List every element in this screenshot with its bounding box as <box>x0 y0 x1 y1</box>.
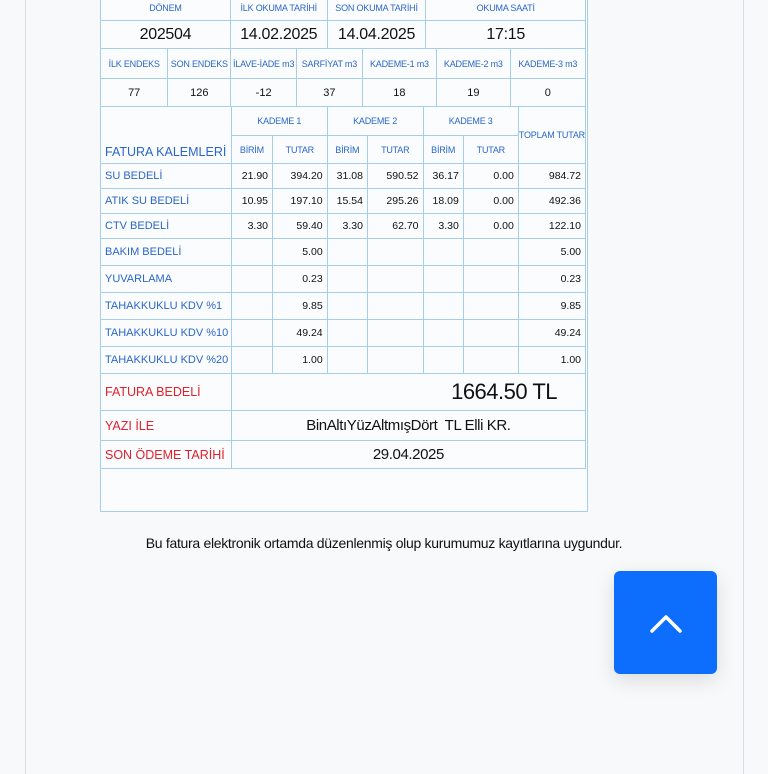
cell <box>423 239 463 266</box>
cell: 49.24 <box>273 320 328 347</box>
tier2-header: KADEME 2 <box>327 107 423 136</box>
cell: 5.00 <box>273 239 328 266</box>
cell: 59.40 <box>273 214 328 239</box>
row-total: 1.00 <box>518 347 585 374</box>
cell: 3.30 <box>327 214 367 239</box>
additional-return-value: -12 <box>231 79 297 107</box>
cell: 31.08 <box>327 164 367 189</box>
amount-in-words-label: YAZI İLE <box>101 411 232 441</box>
first-reading-date-value: 14.02.2025 <box>230 21 327 49</box>
row-label: CTV BEDELİ <box>101 214 232 239</box>
cell <box>463 347 518 374</box>
cell <box>231 266 272 293</box>
table-row <box>101 239 586 266</box>
cell: 394.20 <box>273 164 328 189</box>
amount-in-words-value: BinAltıYüzAltmışDört TL Elli KR. <box>231 411 585 441</box>
cell <box>423 293 463 320</box>
cell <box>367 347 423 374</box>
due-date-label: SON ÖDEME TARİHİ <box>101 441 232 469</box>
due-date-value: 29.04.2025 <box>231 441 585 469</box>
cell <box>463 266 518 293</box>
water-bill <box>100 0 588 512</box>
row-label: BAKIM BEDELİ <box>101 239 232 266</box>
consumption-label: SARFİYAT m3 <box>297 49 363 79</box>
cell <box>423 347 463 374</box>
last-reading-date-label: SON OKUMA TARİHİ <box>327 0 426 21</box>
cell <box>367 320 423 347</box>
cell: 62.70 <box>367 214 423 239</box>
last-index-value: 126 <box>168 79 231 107</box>
cell <box>327 347 367 374</box>
cell <box>327 293 367 320</box>
table-row <box>101 293 586 320</box>
tier3-m3-label: KADEME-3 m3 <box>510 49 585 79</box>
table-row <box>101 214 586 239</box>
cell <box>327 266 367 293</box>
cell: 0.00 <box>463 214 518 239</box>
cell <box>463 293 518 320</box>
table-row <box>101 189 586 214</box>
tier3-header: KADEME 3 <box>423 107 518 136</box>
cell <box>231 239 272 266</box>
tier1-unit-header: BİRİM <box>231 136 272 164</box>
cell <box>231 347 272 374</box>
table-row <box>101 266 586 293</box>
period-label: DÖNEM <box>101 0 231 21</box>
meter-index-table <box>100 48 586 107</box>
cell: 15.54 <box>327 189 367 214</box>
consumption-value: 37 <box>297 79 363 107</box>
last-reading-date-value: 14.04.2025 <box>327 21 426 49</box>
cell <box>327 239 367 266</box>
tier1-m3-label: KADEME-1 m3 <box>362 49 436 79</box>
tier3-amount-header: TUTAR <box>463 136 518 164</box>
reading-time-value: 17:15 <box>426 21 586 49</box>
tier2-m3-value: 19 <box>437 79 510 107</box>
invoice-amount-value: 1664.50 TL <box>231 374 585 411</box>
cell: 1.00 <box>273 347 328 374</box>
last-index-label: SON ENDEKS <box>168 49 231 79</box>
first-reading-date-label: İLK OKUMA TARİHİ <box>230 0 327 21</box>
scroll-to-top-button[interactable] <box>614 571 717 674</box>
row-total: 492.36 <box>518 189 585 214</box>
tier1-m3-value: 18 <box>362 79 436 107</box>
tier2-m3-label: KADEME-2 m3 <box>437 49 510 79</box>
chevron-up-icon <box>649 613 683 633</box>
cell: 0.23 <box>273 266 328 293</box>
cell: 10.95 <box>231 189 272 214</box>
reading-header-table <box>100 0 586 49</box>
cell: 197.10 <box>273 189 328 214</box>
cell <box>367 239 423 266</box>
cell <box>423 320 463 347</box>
row-total: 0.23 <box>518 266 585 293</box>
row-total: 122.10 <box>518 214 585 239</box>
cell: 0.00 <box>463 164 518 189</box>
tier2-unit-header: BİRİM <box>327 136 367 164</box>
row-total: 49.24 <box>518 320 585 347</box>
row-label: TAHAKKUKLU KDV %20 <box>101 347 232 374</box>
reading-time-label: OKUMA SAATİ <box>426 0 586 21</box>
row-total: 9.85 <box>518 293 585 320</box>
cell: 0.00 <box>463 189 518 214</box>
row-total: 984.72 <box>518 164 585 189</box>
cell <box>231 293 272 320</box>
row-label: TAHAKKUKLU KDV %1 <box>101 293 232 320</box>
invoice-items-table <box>100 106 586 469</box>
first-index-label: İLK ENDEKS <box>101 49 168 79</box>
tier3-unit-header: BİRİM <box>423 136 463 164</box>
cell <box>367 293 423 320</box>
cell: 9.85 <box>273 293 328 320</box>
cell: 18.09 <box>423 189 463 214</box>
cell: 36.17 <box>423 164 463 189</box>
tier3-m3-value: 0 <box>510 79 585 107</box>
cell <box>231 320 272 347</box>
row-label: SU BEDELİ <box>101 164 232 189</box>
invoice-items-title: FATURA KALEMLERİ <box>101 107 232 164</box>
row-label: TAHAKKUKLU KDV %10 <box>101 320 232 347</box>
cell: 295.26 <box>367 189 423 214</box>
cell: 3.30 <box>423 214 463 239</box>
row-label: YUVARLAMA <box>101 266 232 293</box>
tier2-amount-header: TUTAR <box>367 136 423 164</box>
cell: 590.52 <box>367 164 423 189</box>
cell <box>423 266 463 293</box>
cell <box>463 239 518 266</box>
cell <box>327 320 367 347</box>
table-row <box>101 320 586 347</box>
additional-return-label: İLAVE-İADE m3 <box>231 49 297 79</box>
cell <box>367 266 423 293</box>
invoice-amount-label: FATURA BEDELİ <box>101 374 232 411</box>
tier1-amount-header: TUTAR <box>273 136 328 164</box>
cell: 3.30 <box>231 214 272 239</box>
total-amount-header: TOPLAM TUTAR <box>518 107 585 164</box>
row-label: ATIK SU BEDELİ <box>101 189 232 214</box>
tier1-header: KADEME 1 <box>231 107 327 136</box>
cell <box>463 320 518 347</box>
row-total: 5.00 <box>518 239 585 266</box>
first-index-value: 77 <box>101 79 168 107</box>
period-value: 202504 <box>101 21 231 49</box>
cell: 21.90 <box>231 164 272 189</box>
footer-note: Bu fatura elektronik ortamda düzenlenmiş olup kurumumuz kayıtlarına uygundur. <box>145 535 623 551</box>
table-row <box>101 347 586 374</box>
table-row <box>101 164 586 189</box>
